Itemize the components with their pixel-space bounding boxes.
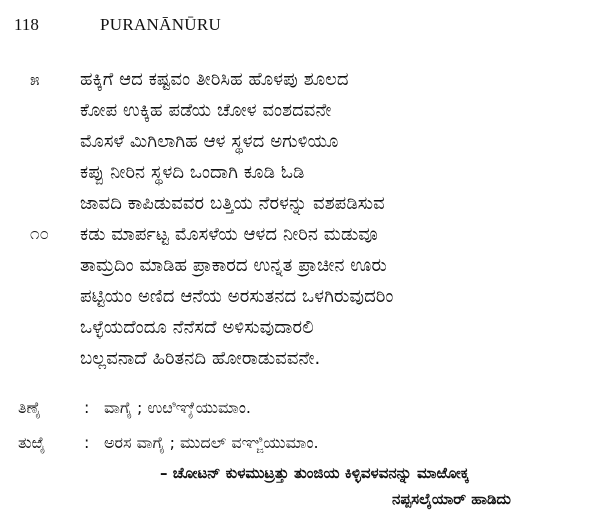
- poem-line: ಬಲ್ಲವನಾದೆ ಹಿರಿತನದಿ ಹೋರಾಡುವವನೇ.: [80, 348, 321, 369]
- attribution-line-1: – ಚೋಟನ್ ಕುಳಮುಟ್ರತ್ತು ತುಂಜಿಯ ಕಿಳ್ಳಿವಳವನನ್ನು ಮಾಱೋಕ್ಕ: [160, 464, 469, 482]
- poem-line: ಕಪ್ಪು ನೀರಿನ ಸ್ಥಳದಿ ಒಂದಾಗಿ ಕೂಡಿ ಓಡಿ: [80, 162, 305, 183]
- poem-line: ಕಡು ಮಾರ್ಪಟ್ಟ ಮೊಸಳೆಯ ಆಳದ ನೀರಿನ ಮಡುವೂ: [80, 224, 378, 245]
- poem-line: ಪಟ್ಟಿಯಂ ಅಣಿದ ಆನೆಯ ಅರಸುತನದ ಒಳಗಿರುವುದರಿಂ: [80, 286, 394, 307]
- poem-line: ಕೋಪ ಉಕ್ಕಿಹ ಪಡೆಯ ಚೋಳ ವಂಶದವನೇ: [80, 100, 332, 121]
- running-title: PURANĀNŪRU: [100, 15, 222, 34]
- page-number: 118: [14, 15, 39, 34]
- attribution-line-2: ನಪ್ಪಸಲೈಯಾರ್ ಹಾಡಿದು: [392, 490, 511, 508]
- poem-line: ಹಕ್ಕಿಗೆ ಆದ ಕಷ್ಟವಂ ತೀರಿಸಿಹ ಹೊಳಪು ಶೂಲದ: [80, 69, 349, 90]
- note-term-tinai: ತಿಣೈ: [18, 398, 41, 417]
- note-colon: :: [84, 433, 90, 452]
- poem-line: ತಾಮ್ರದಿಂ ಮಾಡಿಹ ಪ್ರಾಕಾರದ ಉನ್ನತ ಪ್ರಾಚೀನ ಊರು: [80, 255, 387, 276]
- poem-line: ಮೊಸಳೆ ಮಿಗಿಲಾಗಿಹ ಆಳ ಸ್ಥಳದ ಅಗುಳಿಯೂ: [80, 131, 339, 152]
- note-text-tinai: ವಾಗೈ ; ಉೞಿಞೈಯುಮಾಂ.: [104, 398, 252, 417]
- note-text-turai: ಅರಸ ವಾಗೈ ; ಮುದಲ್ ವಞ್ಜಿಯುಮಾಂ.: [104, 433, 319, 452]
- note-colon: :: [84, 398, 90, 417]
- note-term-turai: ತುಱೈ: [18, 433, 46, 452]
- verse-number-5: ೫: [30, 70, 40, 90]
- poem-line: ಒಳ್ಳೆಯದೆಂದೂ ನೆನೆಸದೆ ಅಳಿಸುವುದಾರಲಿ: [80, 317, 314, 338]
- verse-number-10: ೧೦: [30, 224, 50, 244]
- poem-line: ಜಾವದಿ ಕಾಪಿಡುವವರ ಬತ್ತಿಯ ನೆರಳನ್ನು ವಶಪಡಿಸುವ: [80, 193, 385, 214]
